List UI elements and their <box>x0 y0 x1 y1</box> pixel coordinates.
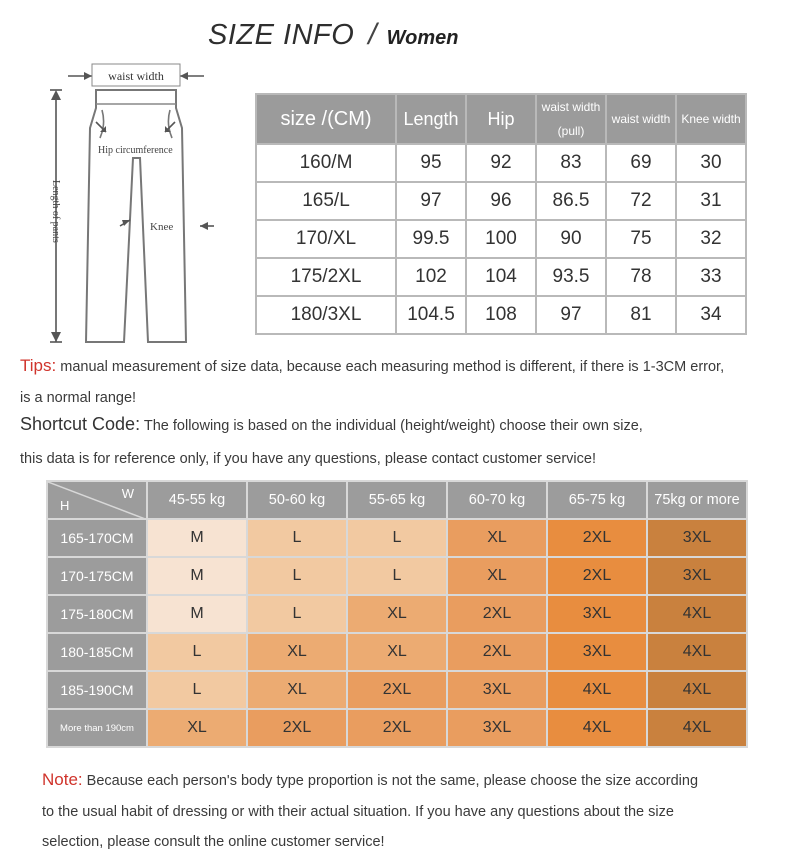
size-cell: 4XL <box>647 633 747 671</box>
page-title <box>208 18 459 52</box>
length-header: Length <box>396 94 466 144</box>
table-row <box>256 182 746 220</box>
waist-header: waist width <box>606 94 676 144</box>
height-header: 165-170CM <box>47 519 147 557</box>
table-cell: 72 <box>606 182 676 220</box>
length-label: Length of pants <box>50 180 61 243</box>
size-cell: 2XL <box>547 557 647 595</box>
size-cell: 2XL <box>547 519 647 557</box>
size-cell: XL <box>247 671 347 709</box>
table-cell: 96 <box>466 182 536 220</box>
size-table <box>255 93 747 335</box>
weight-header: 65-75 kg <box>547 481 647 519</box>
table-cell: 97 <box>536 296 606 334</box>
weight-header: 55-65 kg <box>347 481 447 519</box>
table-cell: 32 <box>676 220 746 258</box>
table-cell: 97 <box>396 182 466 220</box>
weight-header: 75kg or more <box>647 481 747 519</box>
table-row <box>256 144 746 182</box>
size-cell: 3XL <box>547 633 647 671</box>
hip-label: Hip circumference <box>98 145 173 156</box>
knee-header: Knee width <box>676 94 746 144</box>
table-cell: 95 <box>396 144 466 182</box>
size-cell: L <box>147 671 247 709</box>
size-cell: L <box>347 519 447 557</box>
size-cell: XL <box>447 557 547 595</box>
size-header: size /(CM) <box>256 94 396 144</box>
shortcut-label: Shortcut Code: <box>20 414 141 434</box>
height-header: 185-190CM <box>47 671 147 709</box>
size-cell: M <box>147 519 247 557</box>
note-text-2: to the usual habit of dressing or with their actual situation. If you have any questions about the size <box>42 804 674 820</box>
size-cell: 2XL <box>347 671 447 709</box>
size-cell: M <box>147 557 247 595</box>
waist-label: waist width <box>108 69 164 83</box>
size-cell: 4XL <box>647 671 747 709</box>
waist-pull-header: waist width (pull) <box>536 94 606 144</box>
weight-header: 60-70 kg <box>447 481 547 519</box>
table-row <box>47 671 747 709</box>
size-cell: XL <box>147 709 247 747</box>
size-cell: L <box>247 557 347 595</box>
table-row <box>47 557 747 595</box>
size-cell: 3XL <box>447 709 547 747</box>
size-cell: 2XL <box>347 709 447 747</box>
table-cell: 102 <box>396 258 466 296</box>
size-cell: 3XL <box>647 519 747 557</box>
table-cell: 33 <box>676 258 746 296</box>
table-cell: 165/L <box>256 182 396 220</box>
hip-header: Hip <box>466 94 536 144</box>
size-cell: 2XL <box>247 709 347 747</box>
table-cell: 78 <box>606 258 676 296</box>
table-cell: 108 <box>466 296 536 334</box>
size-cell: XL <box>347 633 447 671</box>
corner-header <box>47 481 147 519</box>
size-cell: XL <box>447 519 547 557</box>
table-cell: 30 <box>676 144 746 182</box>
size-cell: 4XL <box>547 709 647 747</box>
size-cell: M <box>147 595 247 633</box>
tips-text-2: is a normal range! <box>20 390 137 406</box>
title-slash: / <box>368 18 377 51</box>
height-header: 180-185CM <box>47 633 147 671</box>
table-cell: 180/3XL <box>256 296 396 334</box>
size-cell: L <box>147 633 247 671</box>
weight-header: 45-55 kg <box>147 481 247 519</box>
table-row <box>47 519 747 557</box>
table-cell: 69 <box>606 144 676 182</box>
tips-line-1 <box>20 356 724 376</box>
table-cell: 104.5 <box>396 296 466 334</box>
size-cell: 2XL <box>447 595 547 633</box>
size-cell: 4XL <box>647 595 747 633</box>
knee-label: Knee <box>150 221 174 233</box>
table-cell: 93.5 <box>536 258 606 296</box>
size-cell: 3XL <box>547 595 647 633</box>
height-header: 175-180CM <box>47 595 147 633</box>
weight-axis-label: W <box>121 486 134 501</box>
note-text-1: Because each person's body type proportion is not the same, please choose the size according <box>86 773 699 789</box>
table-row <box>47 709 747 747</box>
table-cell: 83 <box>536 144 606 182</box>
size-cell: XL <box>247 633 347 671</box>
size-cell: 3XL <box>447 671 547 709</box>
table-row <box>47 633 747 671</box>
height-axis-label: H <box>60 498 70 513</box>
shortcut-text-2: this data is for reference only, if you have any questions, please contact customer service! <box>20 451 596 467</box>
tips-text-1: manual measurement of size data, because each measuring method is different, if there is 1-3CM error, <box>60 359 725 375</box>
table-cell: 160/M <box>256 144 396 182</box>
table-cell: 86.5 <box>536 182 606 220</box>
table-cell: 170/XL <box>256 220 396 258</box>
table-row <box>256 258 746 296</box>
size-cell: 2XL <box>447 633 547 671</box>
table-cell: 104 <box>466 258 536 296</box>
size-recommendation-table <box>46 480 748 748</box>
shortcut-line-1 <box>20 414 643 435</box>
size-cell: XL <box>347 595 447 633</box>
table-cell: 34 <box>676 296 746 334</box>
title-main: SIZE INFO <box>208 19 355 51</box>
pants-diagram <box>20 60 240 360</box>
table-cell: 90 <box>536 220 606 258</box>
table-row <box>256 220 746 258</box>
height-header: More than 190cm <box>47 709 147 747</box>
size-cell: L <box>247 595 347 633</box>
shortcut-text-1: The following is based on the individual (height/weight) choose their own size, <box>143 418 643 434</box>
size-cell: L <box>247 519 347 557</box>
note-line-1 <box>42 770 698 790</box>
height-header: 170-175CM <box>47 557 147 595</box>
table-row <box>256 296 746 334</box>
note-label: Note: <box>42 770 83 789</box>
table-row <box>47 595 747 633</box>
table-cell: 81 <box>606 296 676 334</box>
title-sub: Women <box>386 27 459 49</box>
table-cell: 99.5 <box>396 220 466 258</box>
table-cell: 92 <box>466 144 536 182</box>
table-cell: 31 <box>676 182 746 220</box>
size-cell: L <box>347 557 447 595</box>
table-cell: 75 <box>606 220 676 258</box>
size-cell: 3XL <box>647 557 747 595</box>
note-text-3: selection, please consult the online customer service! <box>42 834 385 850</box>
size-cell: 4XL <box>647 709 747 747</box>
table-cell: 100 <box>466 220 536 258</box>
size-cell: 4XL <box>547 671 647 709</box>
weight-header: 50-60 kg <box>247 481 347 519</box>
table-cell: 175/2XL <box>256 258 396 296</box>
tips-label: Tips: <box>20 356 57 375</box>
